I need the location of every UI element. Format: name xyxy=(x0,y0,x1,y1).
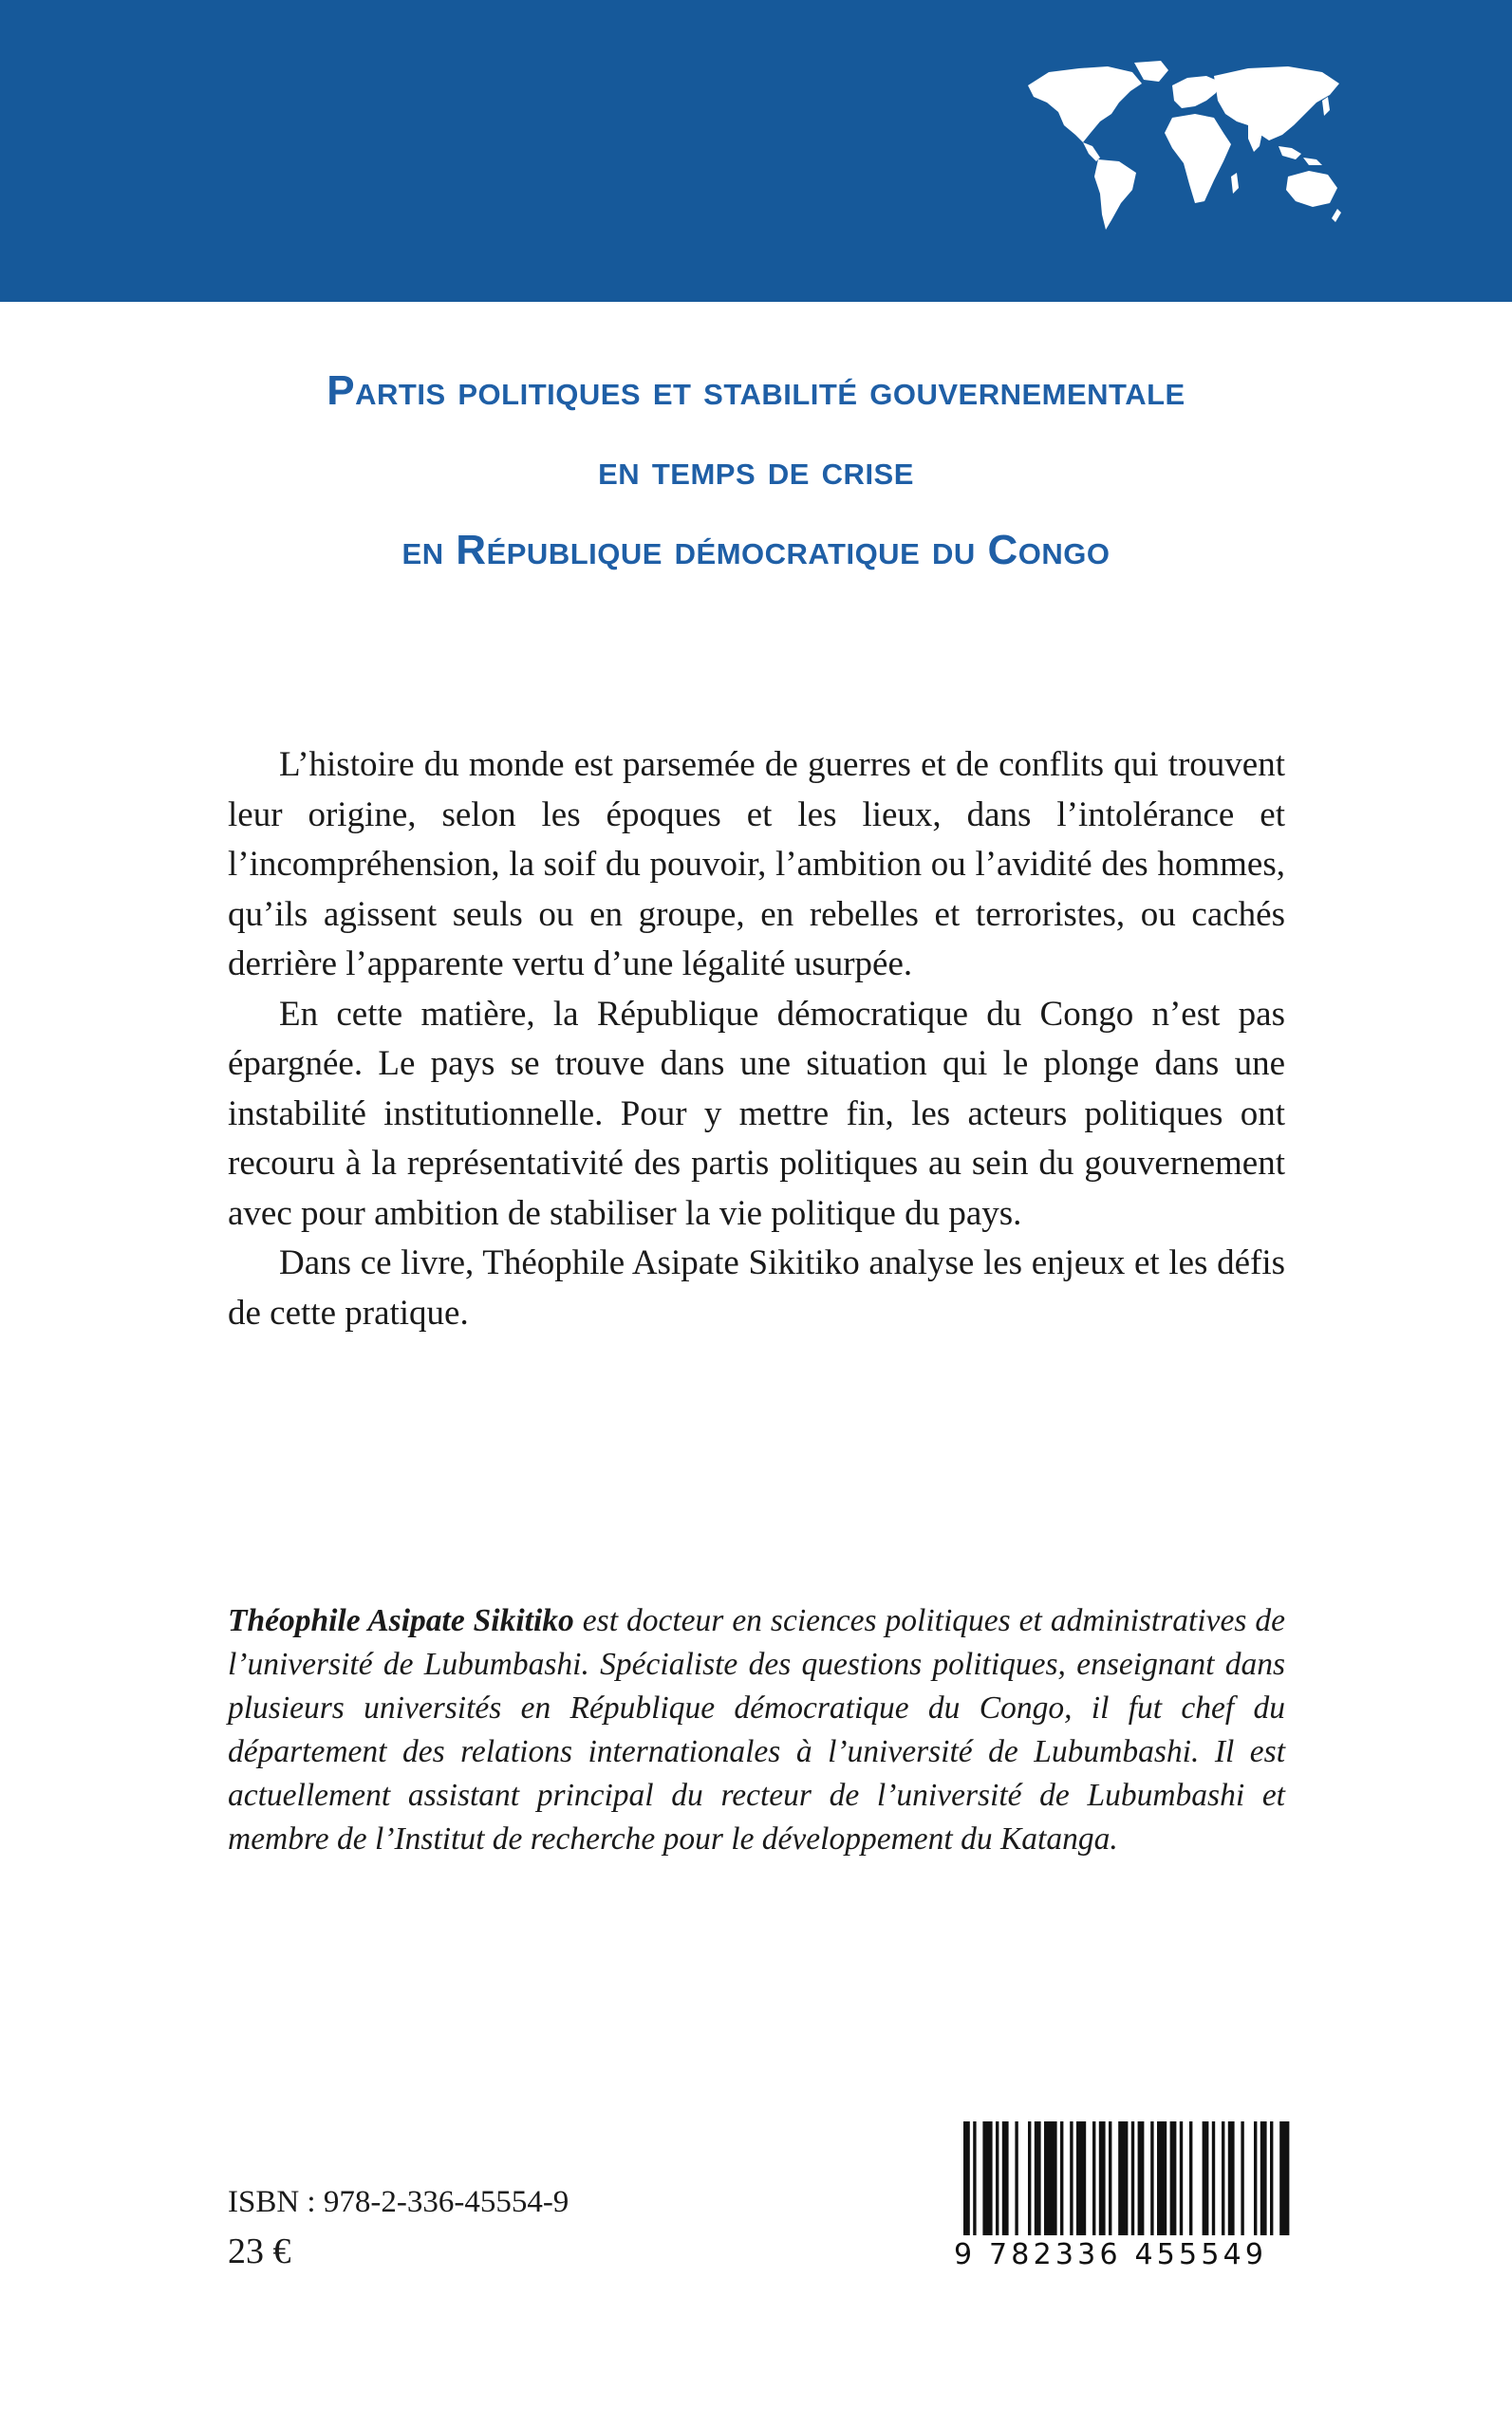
barcode-bar xyxy=(1212,2121,1215,2235)
barcode-bar xyxy=(973,2121,976,2235)
barcode-digits: 9 782336 455549 xyxy=(954,2238,1268,2271)
barcode-bar xyxy=(1138,2121,1145,2235)
barcode-bar xyxy=(1203,2121,1209,2235)
barcode-bar xyxy=(963,2121,970,2235)
barcode-bar xyxy=(996,2121,999,2235)
isbn: ISBN : 978-2-336-45554-9 xyxy=(228,2185,569,2219)
top-band xyxy=(0,0,1512,302)
title-line-3: en République démocratique du Congo xyxy=(401,527,1111,573)
barcode-bar xyxy=(1060,2121,1063,2235)
barcode-bar xyxy=(1076,2121,1086,2235)
barcode-bar xyxy=(1241,2121,1243,2235)
barcode-bar xyxy=(1035,2121,1041,2235)
barcode-bar xyxy=(1015,2121,1017,2235)
price: 23 € xyxy=(228,2232,291,2271)
barcode-bar xyxy=(982,2121,992,2235)
barcode-bar xyxy=(1157,2121,1167,2235)
title-line-1: Partis politiques et stabilité gouvernementale xyxy=(327,367,1185,414)
barcode-bar xyxy=(1099,2121,1106,2235)
barcode-bar xyxy=(1118,2121,1128,2235)
barcode-bar xyxy=(1109,2121,1111,2235)
barcode-bar xyxy=(1131,2121,1134,2235)
summary-text xyxy=(228,740,1285,1338)
barcode-bar xyxy=(1170,2121,1177,2235)
barcode-bar xyxy=(1028,2121,1031,2235)
barcode-bar xyxy=(1228,2121,1235,2235)
barcode-bar xyxy=(1002,2121,1009,2235)
barcode-bar xyxy=(1222,2121,1224,2235)
barcode xyxy=(963,2121,1291,2235)
summary-paragraph-1: L’histoire du monde est parsemée de guerres et de conflits qui trouvent leur origine, selon les époques et les lieux, dans l’intolérance et l’incompréhension, la soif du pouvoir, l’ambition ou l’avidité des hommes, qu’ils agissent seuls ou en groupe, en rebelles et terroristes, ou cachés derrière l’apparente vertu d’une légalité usurpée. xyxy=(228,745,1285,983)
barcode-bar xyxy=(1180,2121,1183,2235)
barcode-bar xyxy=(1270,2121,1273,2235)
summary-paragraph-3: Dans ce livre, Théophile Asipate Sikitiko analyse les enjeux et les défis de cette pratique. xyxy=(228,1243,1285,1333)
author-bio xyxy=(228,1599,1285,1861)
barcode-bar xyxy=(1260,2121,1267,2235)
barcode-bar xyxy=(1044,2121,1057,2235)
barcode-bar xyxy=(1279,2121,1289,2235)
barcode-bar xyxy=(1092,2121,1095,2235)
title-line-2: en temps de crise xyxy=(598,447,914,494)
summary-paragraph-2: En cette matière, la République démocratique du Congo n’est pas épargnée. Le pays se trouve dans une situation qui le plonge dans une instabilité institutionnelle. Pour y mettre fin, les acteurs politiques ont recouru à la représentativité des partis politiques au sein du gouvernement avec pour ambition de stabiliser la vie politique du pays. xyxy=(228,994,1285,1233)
barcode-bar xyxy=(1150,2121,1153,2235)
world-map-icon xyxy=(1020,59,1343,234)
barcode-bar xyxy=(1189,2121,1192,2235)
barcode-bar xyxy=(1254,2121,1257,2235)
barcode-bar xyxy=(1070,2121,1073,2235)
author-name: Théophile Asipate Sikitiko xyxy=(228,1603,574,1638)
author-bio-text: est docteur en sciences politiques et administratives de l’université de Lubumbashi. Spécialiste des questions politiques, enseignant dans plusieurs universités en République démocratique du Congo, il fut chef du département des relations internationales à l’université de Lubumbashi. Il est actuellement assistant principal du recteur de l’université de Lubumbashi et membre de l’Institut de recherche pour le développement du Katanga. xyxy=(228,1603,1286,1857)
book-title xyxy=(0,351,1512,590)
